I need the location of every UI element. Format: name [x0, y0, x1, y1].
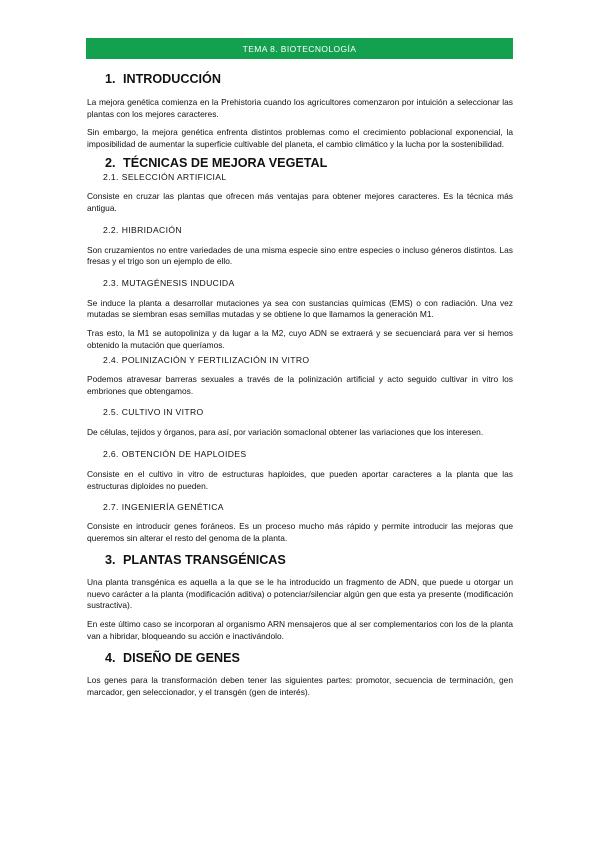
subsection-title: CULTIVO IN VITRO — [121, 407, 204, 418]
subsection-title: INGENIERÍA GENÉTICA — [121, 502, 224, 513]
section-number: 3. — [105, 553, 116, 568]
subsection-heading-cultivo — [87, 406, 513, 418]
subsection-title: MUTAGÉNESIS INDUCIDA — [121, 277, 235, 288]
section-title: INTRODUCCIÓN — [123, 72, 221, 86]
section-heading-introduccion — [87, 72, 513, 87]
paragraph: Los genes para la transformación deben tener las siguientes partes: promotor, secuencia de terminación, gen marcador, gen seleccionador, y el transgén (gen de interés). — [87, 675, 513, 697]
section-title: DISEÑO DE GENES — [123, 651, 240, 666]
subsection-title: HIBRIDACIÓN — [121, 224, 182, 235]
subsection-number: 2.5. — [103, 407, 119, 418]
paragraph: Tras esto, la M1 se autopoliniza y da lugar a la M2, cuyo ADN se extraerá y se secuenciará para ver si hemos obtenido la mutación que queríamos. — [87, 327, 513, 350]
section-number: 1. — [105, 72, 116, 86]
subsection-title: POLINIZACIÓN Y FERTILIZACIÓN IN VITRO — [121, 355, 310, 366]
subsection-heading-hibridacion — [87, 224, 513, 236]
subsection-number: 2.7. — [103, 502, 119, 513]
section-heading-transgenicas — [87, 553, 513, 568]
paragraph: La mejora genética comienza en la Prehistoria cuando los agricultores comenzaron por intuición a seleccionar las plantas con los mejores caracteres. — [87, 97, 513, 119]
subsection-title: SELECCIÓN ARTIFICIAL — [121, 172, 227, 183]
subsection-number: 2.2. — [103, 224, 119, 235]
subsection-number: 2.3. — [103, 277, 119, 288]
section-heading-diseno — [87, 651, 513, 666]
section-number: 2. — [105, 156, 116, 171]
subsection-heading-ingenieria — [87, 501, 513, 513]
subsection-heading-seleccion — [87, 171, 513, 183]
header-banner — [86, 38, 513, 59]
subsection-number: 2.6. — [103, 448, 119, 459]
document-body — [87, 66, 513, 698]
paragraph: Consiste en el cultivo in vitro de estructuras haploides, que pueden aportar caracteres a la planta que las estructuras diploides no pueden. — [87, 468, 513, 491]
section-title: TÉCNICAS DE MEJORA VEGETAL — [123, 156, 328, 171]
subsection-title: OBTENCIÓN DE HAPLOIDES — [121, 448, 247, 459]
paragraph: Sin embargo, la mejora genética enfrenta distintos problemas como el crecimiento poblacional exponencial, la imposibilidad de aumentar la superficie cultivable del planeta, el cambio climático y la lucha por la sostenibilidad. — [87, 127, 513, 149]
paragraph: Podemos atravesar barreras sexuales a través de la polinización artificial y acto seguido cultivar in vitro los embriones que obtengamos. — [87, 374, 513, 396]
paragraph: Consiste en cruzar las plantas que ofrecen más ventajas para obtener mejores caracteres. Es la técnica más antigua. — [87, 191, 513, 213]
section-title: PLANTAS TRANSGÉNICAS — [123, 553, 286, 568]
section-heading-tecnicas — [87, 156, 513, 171]
section-number: 4. — [105, 651, 116, 666]
paragraph: Una planta transgénica es aquella a la que se le ha introducido un fragmento de ADN, que puede u otorgar un nuevo carácter a la planta (modificación aditiva) o potenciar/silenciar algún gen que esta ya presente (modificación sustractiva). — [87, 577, 513, 611]
paragraph: Se induce la planta a desarrollar mutaciones ya sea con sustancias químicas (EMS) o con radiación. Una vez mutadas se siembran esas semillas mutadas y se obtiene lo que llamamos la generación M1. — [87, 297, 513, 320]
subsection-heading-mutagenesis — [87, 277, 513, 289]
subsection-number: 2.4. — [103, 355, 119, 366]
subsection-heading-polinizacion — [87, 354, 513, 366]
paragraph: En este último caso se incorporan al organismo ARN mensajeros que al ser complementarios con los de la planta van a hibridar, bloqueando su acción e inactivándolo. — [87, 619, 513, 641]
header-title: TEMA 8. BIOTECNOLOGÍA — [242, 43, 357, 54]
paragraph: De células, tejidos y órganos, para así, por variación somaclonal obtener las variaciones que los interesen. — [87, 427, 484, 438]
subsection-heading-haploides — [87, 448, 513, 460]
paragraph: Consiste en introducir genes foráneos. Es un proceso mucho más rápido y permite introducir las mejoras que queremos sin alterar el resto del genoma de la planta. — [87, 521, 513, 543]
paragraph: Son cruzamientos no entre variedades de una misma especie sino entre especies o incluso géneros distintos. Las fresas y el trigo son un ejemplo de ello. — [87, 244, 513, 267]
subsection-number: 2.1. — [103, 172, 119, 183]
